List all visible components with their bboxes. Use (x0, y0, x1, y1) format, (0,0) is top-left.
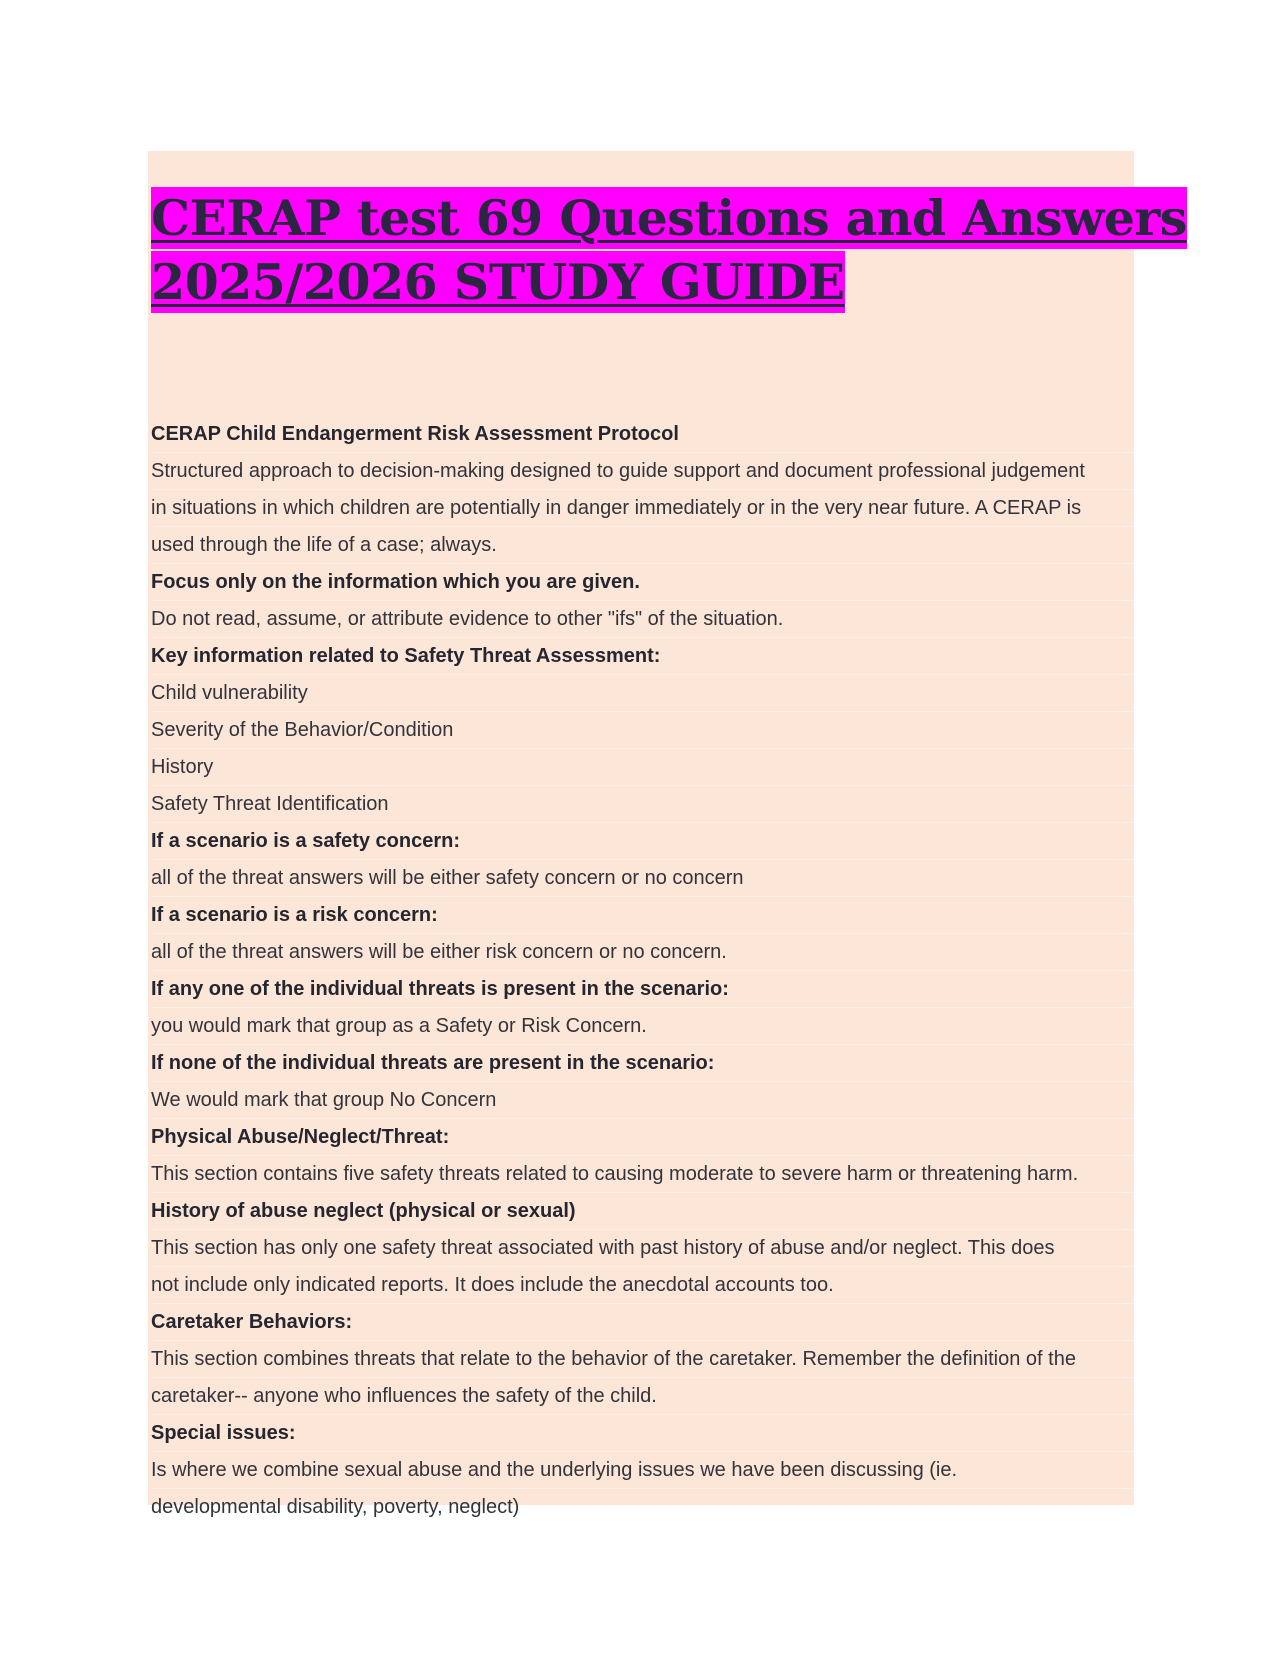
answer-text: History (151, 749, 1136, 786)
question-text: CERAP Child Endangerment Risk Assessment Protocol (151, 416, 1136, 453)
answer-text: Child vulnerability (151, 675, 1136, 712)
document-title (151, 186, 1187, 314)
question-text: Key information related to Safety Threat Assessment: (151, 638, 1136, 675)
question-text: History of abuse neglect (physical or sexual) (151, 1193, 1136, 1230)
answer-text: all of the threat answers will be either safety concern or no concern (151, 860, 1136, 897)
answer-text: used through the life of a case; always. (151, 527, 1136, 564)
question-text: Caretaker Behaviors: (151, 1304, 1136, 1341)
title-row-1 (151, 186, 1187, 250)
question-text: If none of the individual threats are present in the scenario: (151, 1045, 1136, 1082)
answer-text: This section has only one safety threat associated with past history of abuse and/or neglect. This does (151, 1230, 1136, 1267)
answer-text: Do not read, assume, or attribute evidence to other "ifs" of the situation. (151, 601, 1136, 638)
title-line-2: 2025/2026 STUDY GUIDE (151, 253, 845, 311)
answer-text: Is where we combine sexual abuse and the underlying issues we have been discussing (ie. (151, 1452, 1136, 1489)
answer-text: not include only indicated reports. It does include the anecdotal accounts too. (151, 1267, 1136, 1304)
title-row-2 (151, 250, 1111, 314)
question-text: Special issues: (151, 1415, 1136, 1452)
answer-text: Safety Threat Identification (151, 786, 1136, 823)
answer-text: This section combines threats that relate to the behavior of the caretaker. Remember the definition of the (151, 1341, 1136, 1378)
answer-text: We would mark that group No Concern (151, 1082, 1136, 1119)
answer-text: all of the threat answers will be either risk concern or no concern. (151, 934, 1136, 971)
question-text: If a scenario is a risk concern: (151, 897, 1136, 934)
question-text: If a scenario is a safety concern: (151, 823, 1136, 860)
answer-text: you would mark that group as a Safety or Risk Concern. (151, 1008, 1136, 1045)
answer-text: developmental disability, poverty, neglect) (151, 1489, 1136, 1526)
question-text: If any one of the individual threats is present in the scenario: (151, 971, 1136, 1008)
title-line-1: CERAP test 69 Questions and Answers (151, 189, 1187, 247)
answer-text: This section contains five safety threats related to causing moderate to severe harm or threatening harm. (151, 1156, 1136, 1193)
answer-text: Severity of the Behavior/Condition (151, 712, 1136, 749)
question-text: Physical Abuse/Neglect/Threat: (151, 1119, 1136, 1156)
question-text: Focus only on the information which you are given. (151, 564, 1136, 601)
answer-text: Structured approach to decision-making designed to guide support and document professional judgement (151, 453, 1136, 490)
answer-text: in situations in which children are potentially in danger immediately or in the very near future. A CERAP is (151, 490, 1136, 527)
study-guide-content (151, 416, 1136, 1526)
answer-text: caretaker-- anyone who influences the safety of the child. (151, 1378, 1136, 1415)
